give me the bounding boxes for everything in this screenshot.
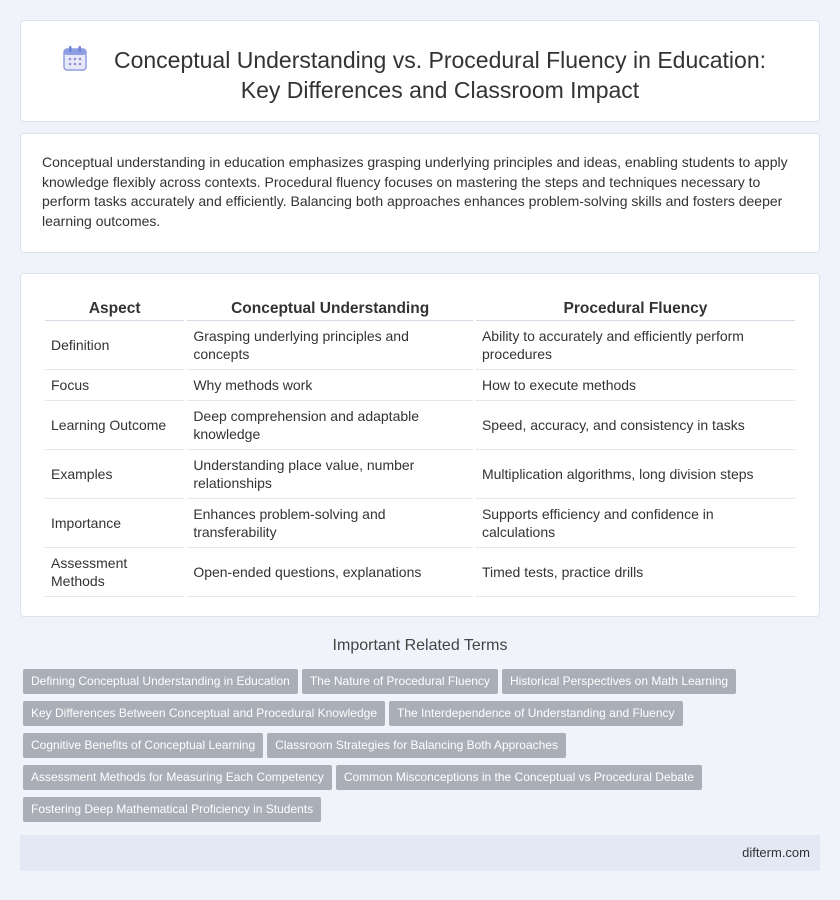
row-procedural: Supports efficiency and confidence in calculations [476,499,795,548]
related-term-tag[interactable]: Historical Perspectives on Math Learning [502,669,736,694]
related-term-tag[interactable]: Common Misconceptions in the Conceptual vs Procedural Debate [336,765,702,790]
table-row [45,321,795,370]
row-conceptual: Enhances problem-solving and transferability [187,499,473,548]
related-term-tag[interactable]: Classroom Strategies for Balancing Both Approaches [267,733,566,758]
row-aspect: Assessment Methods [45,548,184,597]
page-title: Conceptual Understanding vs. Procedural Fluency in Education: Key Differences and Classroom Impact [113,47,767,103]
header-conceptual: Conceptual Understanding [187,296,473,321]
table-row [45,499,795,548]
row-procedural: Speed, accuracy, and consistency in tasks [476,401,795,450]
footer-site-link[interactable]: difterm.com [742,845,810,860]
row-aspect: Importance [45,499,184,548]
related-terms-list [23,669,823,829]
row-procedural: How to execute methods [476,370,795,401]
row-procedural: Ability to accurately and efficiently perform procedures [476,321,795,370]
row-aspect: Focus [45,370,184,401]
row-conceptual: Deep comprehension and adaptable knowledge [187,401,473,450]
related-term-tag[interactable]: Fostering Deep Mathematical Proficiency in Students [23,797,321,822]
footer [20,835,820,871]
header-procedural: Procedural Fluency [476,296,795,321]
intro-paragraph: Conceptual understanding in education emphasizes grasping underlying principles and ideas, enabling students to apply knowledge flexibly across contexts. Procedural fluency focuses on mastering the steps and techniques necessary to perform tasks accurately and efficiently. Balancing both approaches enhances problem-solving skills and fosters deeper learning outcomes. [42,154,788,229]
row-procedural: Multiplication algorithms, long division steps [476,450,795,499]
row-aspect: Examples [45,450,184,499]
table-header-row [45,296,795,321]
row-conceptual: Open-ended questions, explanations [187,548,473,597]
related-term-tag[interactable]: The Nature of Procedural Fluency [302,669,498,694]
related-term-tag[interactable]: Key Differences Between Conceptual and Procedural Knowledge [23,701,385,726]
related-term-tag[interactable]: Assessment Methods for Measuring Each Competency [23,765,332,790]
comparison-table [42,296,798,597]
title-card [20,20,820,122]
row-conceptual: Understanding place value, number relationships [187,450,473,499]
row-conceptual: Why methods work [187,370,473,401]
table-row [45,548,795,597]
row-conceptual: Grasping underlying principles and concepts [187,321,473,370]
related-term-tag[interactable]: Cognitive Benefits of Conceptual Learning [23,733,263,758]
row-aspect: Definition [45,321,184,370]
row-procedural: Timed tests, practice drills [476,548,795,597]
table-row [45,401,795,450]
related-terms-heading: Important Related Terms [332,637,508,654]
table-row [45,450,795,499]
row-aspect: Learning Outcome [45,401,184,450]
related-term-tag[interactable]: Defining Conceptual Understanding in Education [23,669,298,694]
header-aspect: Aspect [45,296,184,321]
intro-card [20,133,820,253]
related-term-tag[interactable]: The Interdependence of Understanding and Fluency [389,701,683,726]
table-row [45,370,795,401]
comparison-card [20,273,820,617]
